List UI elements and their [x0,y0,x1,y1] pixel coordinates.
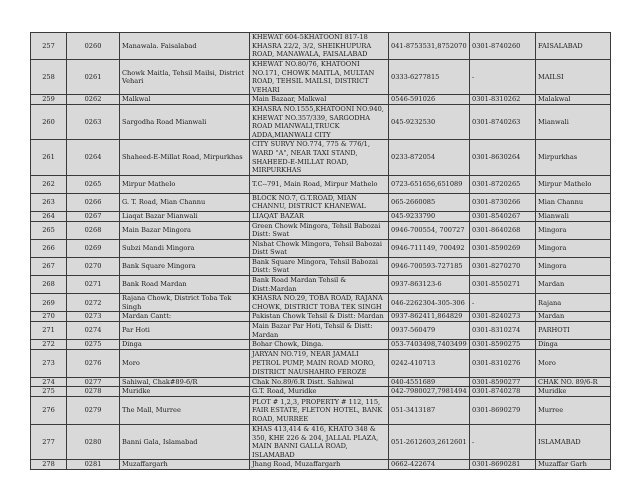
branch-name-cell: Malkwal [120,95,250,105]
branch-name-cell: Muridke [120,387,250,397]
serial-number-cell: 273 [31,349,67,377]
branch-name-cell: Moro [120,349,250,377]
city-cell: Mirpur Mathelo [536,175,611,193]
branch-code-cell: 0272 [67,294,120,312]
mobile-cell: 0301-8730266 [470,193,536,211]
branch-code-cell: 0268 [67,221,120,239]
branch-code-cell: 0260 [67,33,120,60]
address-cell: KHEWAT 604-5KHATOONI 817-18 KHASRA 22/2, 3/2, SHEIKHUPURA ROAD, MANAWALA, FAISALABAD [250,33,389,60]
branch-code-cell: 0270 [67,257,120,275]
address-cell: T.C--791, Main Road, Mirpur Mathelo [250,175,389,193]
branch-code-cell: 0269 [67,239,120,257]
mobile-cell: 0301-8590275 [470,340,536,350]
branch-code-cell: 0267 [67,211,120,221]
branch-code-cell: 0265 [67,175,120,193]
phone-cell: 0546-591026 [389,95,470,105]
mobile-cell: 0301-8690281 [470,460,536,470]
phone-cell: 0937-862411,864829 [389,312,470,322]
serial-number-cell: 271 [31,322,67,340]
branch-code-cell: 0266 [67,193,120,211]
serial-number-cell: 262 [31,175,67,193]
city-cell: Mardan [536,312,611,322]
table-row [31,140,611,175]
address-cell: KHAS 413,414 & 416, KHATO 348 & 350, KHE 226 & 204, JALLAL PLAZA, MAIN BANNI GALLA ROAD, ISLAMABAD [250,425,389,460]
address-cell: Nishat Chowk Mingora, Tehsil Babozai Distt Swat [250,239,389,257]
phone-cell: 0233-872054 [389,140,470,175]
mobile-cell: 0301-8240273 [470,312,536,322]
table-row [31,257,611,275]
table-row [31,33,611,60]
branch-code-cell: 0278 [67,387,120,397]
phone-cell: 0662-422674 [389,460,470,470]
serial-number-cell: 272 [31,340,67,350]
city-cell: Mingora [536,257,611,275]
table-row [31,294,611,312]
city-cell: Murree [536,397,611,425]
city-cell: PARHOTI [536,322,611,340]
city-cell: Malakwal [536,95,611,105]
branch-name-cell: Dinga [120,340,250,350]
address-cell: CITY SURVY NO.774, 775 & 776/1, WARD "A", NEAR TAXI STAND, SHAHEED-E-MILLAT ROAD, MIRPURKHAS [250,140,389,175]
city-cell: CHAK NO. 89/6-R [536,377,611,387]
mobile-cell: 0301-8550271 [470,276,536,294]
mobile-cell: 0301-8630264 [470,140,536,175]
city-cell: Mianwali [536,104,611,139]
table-row [31,340,611,350]
phone-cell: 051-3413187 [389,397,470,425]
mobile-cell: 0301-8590269 [470,239,536,257]
branch-name-cell: Banni Gala, Islamabad [120,425,250,460]
branch-name-cell: Manawala. Faisalabad [120,33,250,60]
branch-code-cell: 0275 [67,340,120,350]
branch-name-cell: Bank Square Mingora [120,257,250,275]
phone-cell: 046-2262304-305-306 [389,294,470,312]
branch-name-cell: Mirpur Mathelo [120,175,250,193]
serial-number-cell: 278 [31,460,67,470]
mobile-cell: 0301-8740263 [470,104,536,139]
table-row [31,104,611,139]
branch-code-cell: 0264 [67,140,120,175]
mobile-cell: - [470,60,536,95]
mobile-cell: 0301-8690279 [470,397,536,425]
city-cell: Moro [536,349,611,377]
table-row [31,387,611,397]
phone-cell: 0937-560479 [389,322,470,340]
table-row [31,239,611,257]
table-row [31,322,611,340]
phone-cell: 0946-700593-727185 [389,257,470,275]
mobile-cell: 0301-8720265 [470,175,536,193]
phone-cell: 040-4551689 [389,377,470,387]
branch-code-cell: 0261 [67,60,120,95]
mobile-cell: 0301-8640268 [470,221,536,239]
table-row [31,397,611,425]
address-cell: Green Chowk Mingora, Tehsil Babozai Distt: Swat [250,221,389,239]
serial-number-cell: 270 [31,312,67,322]
address-cell: Pakistan Chowk Tehsil & Distt: Mardan [250,312,389,322]
serial-number-cell: 274 [31,377,67,387]
branch-name-cell: Rajana Chowk, District Toba Tek Singh [120,294,250,312]
serial-number-cell: 258 [31,60,67,95]
table-row [31,175,611,193]
city-cell: Mingora [536,239,611,257]
city-cell: Mardan [536,276,611,294]
city-cell: Muzaffar Garh [536,460,611,470]
branch-code-cell: 0262 [67,95,120,105]
table-row [31,460,611,470]
branch-name-cell: Main Bazar Mingora [120,221,250,239]
address-cell: PLOT # 1,2,3, PROPERTY # 112, 115, FAIR ESTATE, FLETON HOTEL, BANK ROAD, MURREE [250,397,389,425]
mobile-cell: 0301-8310262 [470,95,536,105]
address-cell: Bohar Chowk, Dinga. [250,340,389,350]
serial-number-cell: 268 [31,276,67,294]
serial-number-cell: 269 [31,294,67,312]
address-cell: LIAQAT BAZAR [250,211,389,221]
city-cell: Mianwali [536,211,611,221]
address-cell: Bank Square Mingora, Tehsil Babozai Distt: Swat [250,257,389,275]
table-row [31,211,611,221]
branch-name-cell: Sahiwal, Chak#89-6/R [120,377,250,387]
mobile-cell: 0301-8540267 [470,211,536,221]
address-cell: KHASRA NO.29, TOBA ROAD, RAJANA CHOWK, DISTRICT TOBA TEK SINGH [250,294,389,312]
mobile-cell: 0301-8740278 [470,387,536,397]
branch-name-cell: Bank Road Mardan [120,276,250,294]
branch-name-cell: Sargodha Road Mianwali [120,104,250,139]
mobile-cell: - [470,294,536,312]
branch-code-cell: 0263 [67,104,120,139]
table-row [31,193,611,211]
city-cell: FAISALABAD [536,33,611,60]
table-row [31,221,611,239]
phone-cell: 051-2612603,2612601 [389,425,470,460]
table-row [31,425,611,460]
phone-cell: 0723-651656,651089 [389,175,470,193]
city-cell: Muridke [536,387,611,397]
phone-cell: 042-7980027,7981494 [389,387,470,397]
phone-cell: 045-9232530 [389,104,470,139]
serial-number-cell: 263 [31,193,67,211]
mobile-cell: 0301-8310274 [470,322,536,340]
address-cell: KHEWAT NO.80/76, KHATOONI NO.171, CHOWK MAITLA, MULTAN ROAD, TEHSIL MAILSI, DISTRICT VEHARI [250,60,389,95]
serial-number-cell: 260 [31,104,67,139]
branch-code-cell: 0273 [67,312,120,322]
address-cell: G.T. Road, Muridke [250,387,389,397]
mobile-cell: - [470,425,536,460]
table-body [31,33,611,470]
phone-cell: 045-9233790 [389,211,470,221]
city-cell: Dinga [536,340,611,350]
branch-name-cell: Par Hoti [120,322,250,340]
address-cell: Bank Road Mardan Tehsil & Distt:Mardan [250,276,389,294]
table-row [31,95,611,105]
city-cell: Mingora [536,221,611,239]
phone-cell: 041-8753531,8752070 [389,33,470,60]
mobile-cell: 0301-8740260 [470,33,536,60]
serial-number-cell: 266 [31,239,67,257]
serial-number-cell: 257 [31,33,67,60]
branch-code-cell: 0274 [67,322,120,340]
mobile-cell: 0301-8270270 [470,257,536,275]
branch-name-cell: The Mall, Murree [120,397,250,425]
address-cell: KHASRA NO.1555,KHATOONI NO.940, KHEWAT NO.357/339, SARGODHA ROAD MIANWALI,TRUCK ADDA,MIANWALI CITY [250,104,389,139]
serial-number-cell: 265 [31,221,67,239]
phone-cell: 0333-6277815 [389,60,470,95]
branch-code-cell: 0271 [67,276,120,294]
phone-cell: 065-2660085 [389,193,470,211]
table-row [31,276,611,294]
phone-cell: 0242-410713 [389,349,470,377]
branch-code-cell: 0277 [67,377,120,387]
branch-code-cell: 0279 [67,397,120,425]
table-row [31,377,611,387]
serial-number-cell: 275 [31,387,67,397]
branch-name-cell: G. T. Road, Mian Channu [120,193,250,211]
mobile-cell: 0301-8590277 [470,377,536,387]
table-row [31,312,611,322]
branch-name-cell: Shaheed-E-Millat Road, Mirpurkhas [120,140,250,175]
address-cell: JARYAN NO.719, NEAR JAMALI PETROL PUMP, MAIN ROAD MORO, DISTRICT NAUSHAHRO FEROZE [250,349,389,377]
branch-name-cell: Muzaffargarh [120,460,250,470]
mobile-cell: 0301-8310276 [470,349,536,377]
table-row [31,349,611,377]
branch-code-cell: 0280 [67,425,120,460]
branch-code-cell: 0281 [67,460,120,470]
branch-name-cell: Subzi Mandi Mingora [120,239,250,257]
branch-list-table [30,32,611,470]
phone-cell: 0946-700554, 700727 [389,221,470,239]
serial-number-cell: 277 [31,425,67,460]
serial-number-cell: 276 [31,397,67,425]
table-row [31,60,611,95]
phone-cell: 0937-863123-6 [389,276,470,294]
address-cell: Chak No.89/6.R Distt. Sahiwal [250,377,389,387]
city-cell: Mirpurkhas [536,140,611,175]
city-cell: Rajana [536,294,611,312]
address-cell: Main Bazar Par Hoti, Tehsil & Distt: Mardan [250,322,389,340]
phone-cell: 053-7403498,7403499 [389,340,470,350]
address-cell: BLOCK NO.7, G.T.ROAD, MIAN CHANNU, DISTRICT KHANEWAL [250,193,389,211]
city-cell: Mian Channu [536,193,611,211]
serial-number-cell: 267 [31,257,67,275]
serial-number-cell: 259 [31,95,67,105]
branch-name-cell: Liaqat Bazar Mianwali [120,211,250,221]
phone-cell: 0946-711149, 700492 [389,239,470,257]
serial-number-cell: 261 [31,140,67,175]
address-cell: Main Bazaar, Malkwal [250,95,389,105]
city-cell: MAILSI [536,60,611,95]
branch-name-cell: Chowk Maitla, Tehsil Mailsi, District Vehari [120,60,250,95]
branch-code-cell: 0276 [67,349,120,377]
branch-name-cell: Mardan Cantt: [120,312,250,322]
serial-number-cell: 264 [31,211,67,221]
address-cell: Jhang Road, Muzaffargarh [250,460,389,470]
city-cell: ISLAMABAD [536,425,611,460]
